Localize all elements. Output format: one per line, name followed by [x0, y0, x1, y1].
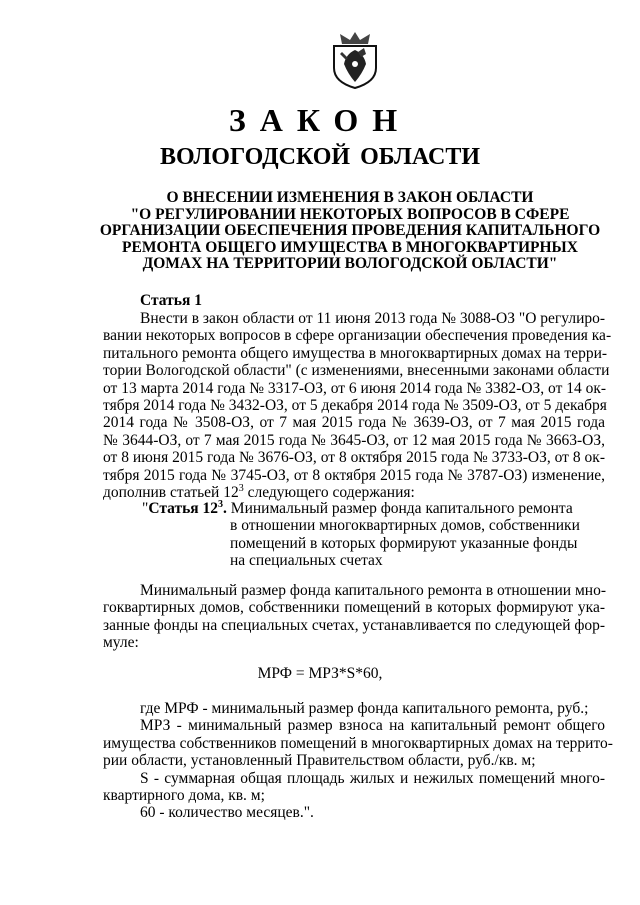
- article-1-text: [103, 310, 612, 501]
- title-text: Минимальный размер фонда капитального ремонта: [226, 500, 573, 517]
- text-line: питального ремонта общего имущества в многоквартирных домах на терри-: [103, 344, 608, 362]
- superscript: 3: [238, 482, 244, 494]
- text-line: Внести в закон области от 11 июня 2013 года № 3088-ОЗ "О регулиро-: [140, 310, 606, 327]
- text-line: тября 2014 года № 3432-ОЗ, от 5 декабря 2014 года № 3509-ОЗ, от 5 декабря: [103, 396, 607, 414]
- text-line: где МРФ - минимальный размер фонда капитального ремонта, руб.;: [140, 700, 589, 717]
- title-line: помещений в которых формируют указанные фонды: [230, 534, 578, 552]
- subject-line: ОРГАНИЗАЦИИ ОБЕСПЕЧЕНИЯ ПРОВЕДЕНИЯ КАПИТАЛЬНОГО: [99, 222, 601, 240]
- text-line: [103, 484, 605, 501]
- text-line: квартирного дома, кв. м;: [103, 786, 265, 804]
- text-line: тории Вологодской области" (с изменениями, внесенными законами области: [103, 362, 610, 380]
- subject-line: "О РЕГУЛИРОВАНИИ НЕКОТОРЫХ ВОПРОСОВ В СФЕРЕ: [130, 205, 570, 223]
- text-line: Минимальный размер фонда капитального ремонта в отношении мно-: [140, 582, 606, 599]
- text-line: гоквартирных домов, собственники помещений в которых формируют ука-: [103, 599, 605, 617]
- article-12-3-title: [142, 500, 580, 517]
- formula-paragraph: [103, 582, 605, 652]
- text-line: от 13 марта 2014 года № 3317-ОЗ, от 6 июня 2014 года № 3382-ОЗ, от 14 ок-: [103, 379, 607, 397]
- coat-of-arms-icon: [328, 30, 382, 90]
- text-line: 2014 года № 3508-ОЗ, от 7 мая 2015 года № 3639-ОЗ, от 7 мая 2015 года: [103, 414, 605, 432]
- text-line: имущества собственников помещений в многоквартирных домах на террито-: [103, 734, 613, 752]
- subject-line: О ВНЕСЕНИИ ИЗМЕНЕНИЯ В ЗАКОН ОБЛАСТИ: [166, 189, 534, 206]
- text-line: 60 - количество месяцев.".: [140, 804, 314, 822]
- open-quote: ": [142, 500, 149, 517]
- text-line: муле:: [103, 634, 139, 652]
- article-1-heading: Статья 1: [140, 292, 202, 309]
- text-line: от 8 июня 2015 года № 3676-ОЗ, от 8 октября 2015 года № 3733-ОЗ, от 8 ок-: [103, 449, 605, 467]
- article-12-3-block: [142, 500, 580, 570]
- text-line: занные фонды на специальных счетах, устанавливается по следующей фор-: [103, 616, 606, 634]
- heading-text: Статья 12: [148, 500, 219, 517]
- article-12-3-heading: [148, 500, 227, 517]
- formula: МРФ = МРЗ*S*60,: [257, 665, 383, 682]
- text-fragment: дополнив статьей 12: [103, 483, 239, 501]
- superscript: 3: [218, 498, 224, 510]
- definitions: [103, 700, 613, 822]
- subject-line: РЕМОНТА ОБЩЕГО ИМУЩЕСТВА В МНОГОКВАРТИРНЫХ: [122, 238, 578, 256]
- law-title: ЗАКОН: [228, 102, 412, 138]
- text-line: № 3644-ОЗ, от 7 мая 2015 года № 3645-ОЗ, от 12 мая 2015 года № 3663-ОЗ,: [103, 431, 605, 449]
- text-line: S - суммарная общая площадь жилых и нежилых помещений много-: [140, 769, 605, 787]
- heading-dot: .: [223, 500, 227, 517]
- text-line: рии области, установленный Правительством области, руб./кв. м;: [103, 752, 536, 770]
- law-subject: [98, 190, 602, 273]
- text-line: вании некоторых вопросов в сфере организации обеспечения проведения ка-: [103, 327, 612, 345]
- title-line: на специальных счетах: [230, 552, 383, 570]
- text-line: тября 2015 года № 3745-ОЗ, от 8 октября 2015 года № 3787-ОЗ) изменение,: [103, 466, 605, 484]
- region-title: ВОЛОГОДСКОЙ ОБЛАСТИ: [159, 144, 481, 170]
- text-line: МРЗ - минимальный размер взноса на капитальный ремонт общего: [140, 717, 605, 735]
- title-line: в отношении многоквартирных домов, собственники: [230, 517, 580, 535]
- text-fragment: следующего содержания:: [243, 483, 415, 501]
- subject-line: ДОМАХ НА ТЕРРИТОРИИ ВОЛОГОДСКОЙ ОБЛАСТИ": [142, 255, 558, 273]
